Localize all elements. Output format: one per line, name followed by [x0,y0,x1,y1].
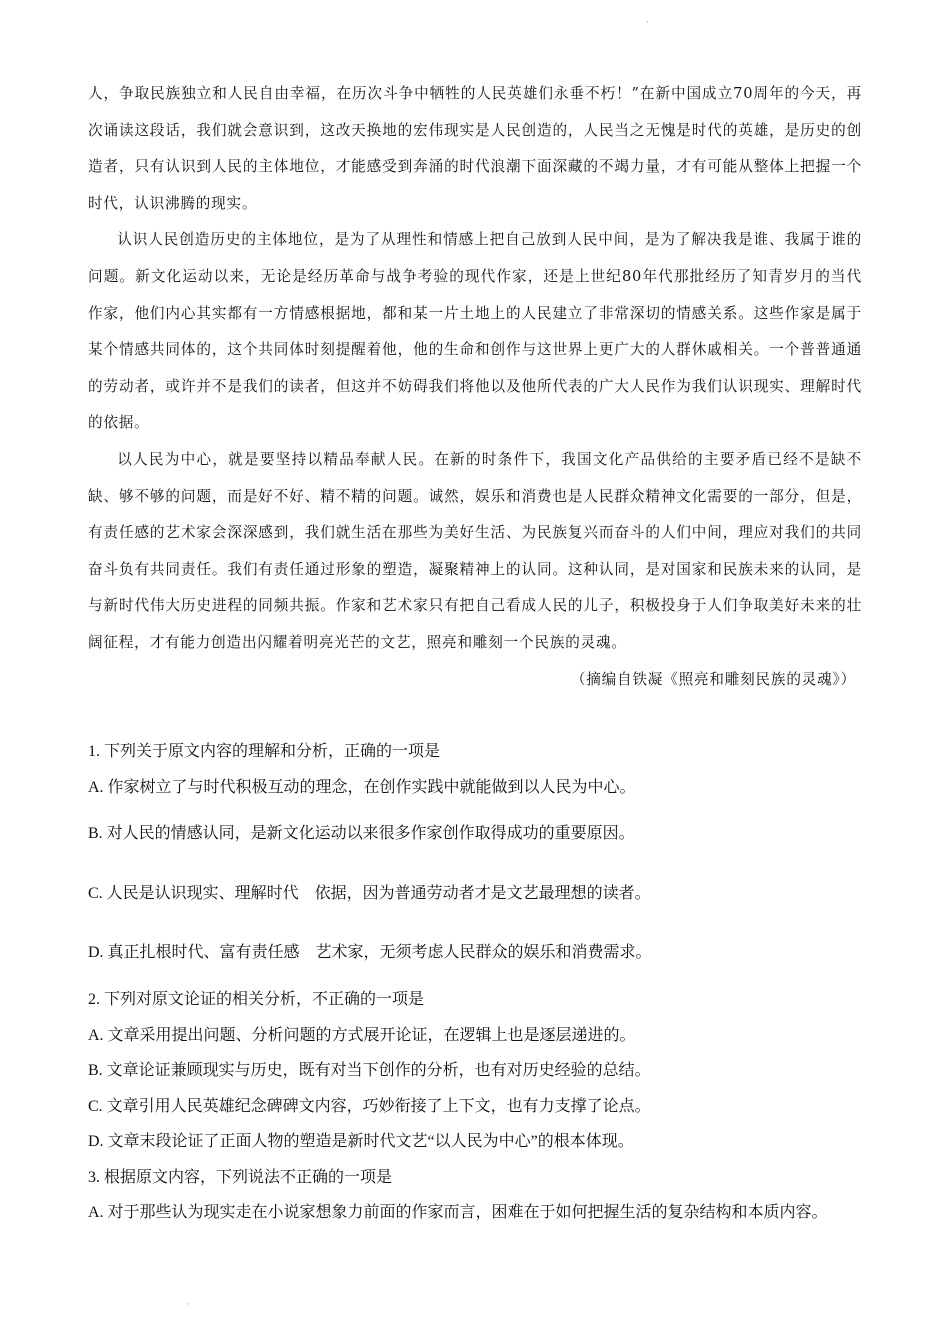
passage-source: （摘编自铁凝《照亮和雕刻民族的灵魂》） [570,670,856,688]
question-2-option-d: D. 文章末段论证了正面人物的塑造是新时代文艺“以人民为中心”的根本体现。 [88,1133,634,1150]
reading-passage [88,76,862,698]
passage-paragraph-1: 人，争取民族独立和人民自由幸福，在历次斗争中牺牲的人民英雄们永垂不朽！”在新中国成立70周年的今天，再次诵读这段话，我们就会意识到，这改天换地的宏伟现实是人民创造的，人民当之无愧是时代的英雄，是历史的创造者，只有认识到人民的主体地位，才能感受到奔涌的时代浪潮下面深藏的不竭力量，才有可能从整体上把握一个时代，认识沸腾的现实。 [88,85,862,212]
question-3-stem: 3. 根据原文内容，下列说法不正确的一项是 [88,1168,393,1186]
question-list [88,734,878,1231]
question-1 [88,734,878,982]
question-2-option-c: C. 文章引用人民英雄纪念碑碑文内容，巧妙衔接了上下文，也有力支撑了论点。 [88,1097,651,1115]
question-2-option-a: A. 文章采用提出问题、分析问题的方式展开论证，在逻辑上也是逐层递进的。 [88,1026,636,1044]
question-2-stem: 2. 下列对原文论证的相关分析，不正确的一项是 [88,991,425,1008]
question-3 [88,1160,878,1231]
passage-paragraph-3: 以人民为中心，就是要坚持以精品奉献人民。在新的时条件下，我国文化产品供给的主要矛盾已经不是缺不缺、够不够的问题，而是好不好、精不精的问题。诚然，娱乐和消费也是人民群众精神文化需要的一部分，但是，有责任感的艺术家会深深感到，我们就生活在那些为美好生活、为民族复兴而奋斗的人们中间，理应对我们的共同奋斗负有共同责任。我们有责任通过形象的塑造，凝聚精神上的认同。这种认同，是对国家和民族未来的认同，是与新时代伟大历史进程的同频共振。作家和艺术家只有把自己看成人民的儿子，积极投身于人们争取美好未来的壮阔征程，才有能力创造出闪耀着明亮光芒的文艺，照亮和雕刻一个民族的灵魂。 [88,450,862,651]
passage-paragraph-2: 认识人民创造历史的主体地位，是为了从理性和情感上把自己放到人民中间，是为了解决我是谁、我属于谁的问题。新文化运动以来，无论是经历革命与战争考验的现代作家，还是上世纪80年代那批经历了知青岁月的当代作家，他们内心其实都有一方情感根据地，都和某一片土地上的人民建立了非常深切的情感关系。这些作家是属于某个情感共同体的，这个共同体时刻提醒着他，他的生命和创作与这世界上更广大的人群休戚相关。一个普普通通的劳动者，或许并不是我们的读者，但这并不妨碍我们将他以及他所代表的广大人民作为我们认识现实、理解时代的依据。 [88,231,862,432]
question-1-option-d: D. 真正扎根时代、富有责任感 艺术家，无须考虑人民群众的娱乐和消费需求。 [88,944,652,961]
question-3-option-a: A. 对于那些认为现实走在小说家想象力前面的作家而言，困难在于如何把握生活的复杂结构和本质内容。 [88,1204,828,1221]
question-2-option-b: B. 文章论证兼顾现实与历史，既有对当下创作的分析，也有对历史经验的总结。 [88,1062,651,1079]
page-mark-top: · [646,18,649,28]
question-1-stem: 1. 下列关于原文内容的理解和分析，正确的一项是 [88,743,441,760]
question-2 [88,982,878,1160]
question-1-option-c: C. 人民是认识现实、理解时代 依据，因为普通劳动者才是文艺最理想的读者。 [88,885,651,902]
question-1-option-a: A. 作家树立了与时代积极互动的理念，在创作实践中就能做到以人民为中心。 [88,778,636,796]
question-1-option-b: B. 对人民的情感认同，是新文化运动以来很多作家创作取得成功的重要原因。 [88,825,635,842]
page-mark-bottom: · [186,1300,189,1310]
